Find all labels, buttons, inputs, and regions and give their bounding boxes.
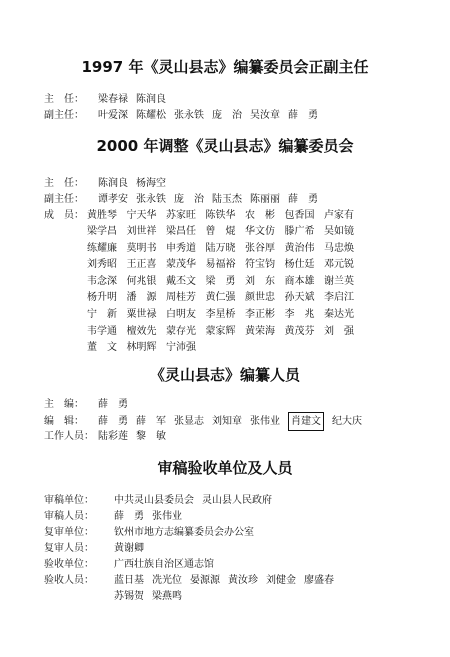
row-names bbox=[114, 572, 342, 589]
row-names bbox=[114, 492, 280, 509]
member-name: 黄荣海 bbox=[245, 325, 275, 337]
member-name: 马忠焕 bbox=[324, 242, 354, 254]
member-name: 梁昌任 bbox=[166, 226, 196, 238]
row-director bbox=[44, 91, 174, 108]
member-name: 蒙茂华 bbox=[166, 259, 196, 271]
member-name: 周桂芳 bbox=[166, 292, 196, 304]
section-title-editorial-staff: 《灵山县志》编纂人员 bbox=[149, 366, 300, 384]
members-row bbox=[87, 274, 364, 291]
person-name: 梁春禄 bbox=[98, 94, 128, 105]
row-review-unit bbox=[44, 492, 280, 509]
person-name: 廖盛春 bbox=[304, 575, 334, 586]
person-name: 黄谢卿 bbox=[114, 543, 144, 554]
row-label: 复审人员： bbox=[44, 543, 94, 554]
person-name: 刘知章 bbox=[212, 416, 242, 427]
person-name: 晏源源 bbox=[190, 575, 220, 586]
person-name: 张显志 bbox=[174, 416, 204, 427]
person-name: 张永铁 bbox=[174, 110, 204, 121]
row-label: 验收单位： bbox=[44, 559, 94, 570]
members-row bbox=[87, 340, 364, 357]
row-names bbox=[98, 91, 174, 108]
member-name: 申秀道 bbox=[166, 242, 196, 254]
person-name: 陈润良 bbox=[98, 178, 128, 189]
person-name: 陈丽丽 bbox=[250, 194, 280, 205]
members-grid bbox=[87, 208, 364, 357]
member-name: 黄胜琴 bbox=[87, 209, 117, 221]
person-name: 纪大庆 bbox=[332, 416, 362, 427]
person-name: 陆彩莲 bbox=[98, 431, 128, 442]
person-name: 陆玉杰 bbox=[212, 194, 242, 205]
members-row bbox=[87, 324, 364, 341]
section-title-1997-committee: 1997 年《灵山县志》编纂委员会正副主任 bbox=[81, 58, 369, 76]
members-row bbox=[87, 224, 364, 241]
section-title-2000-committee: 2000 年调整《灵山县志》编纂委员会 bbox=[96, 137, 354, 155]
person-name: 薛 军 bbox=[136, 416, 166, 427]
members-row bbox=[87, 257, 364, 274]
row-re-reviewers bbox=[44, 540, 152, 557]
person-name: 冼光位 bbox=[152, 575, 182, 586]
member-name: 韦念深 bbox=[87, 275, 117, 287]
member-name: 滕广希 bbox=[284, 226, 315, 238]
member-name: 韦学通 bbox=[87, 325, 117, 337]
member-name: 颜世忠 bbox=[245, 292, 275, 304]
member-name: 戴丕文 bbox=[166, 275, 196, 287]
member-name: 檀效先 bbox=[126, 325, 157, 337]
member-name: 练耀廉 bbox=[87, 242, 117, 254]
person-name: 黄汝珍 bbox=[228, 575, 258, 586]
member-name: 秦达光 bbox=[324, 309, 354, 321]
row-acceptors-continued bbox=[44, 588, 190, 605]
row-label: 验收人员： bbox=[44, 575, 94, 586]
row-names bbox=[114, 524, 262, 541]
member-name: 李 兆 bbox=[284, 309, 315, 321]
person-name: 黎 敏 bbox=[136, 431, 166, 442]
person-name: 薛 勇 bbox=[98, 399, 128, 410]
person-name: 张永铁 bbox=[136, 194, 166, 205]
member-name: 蒙家辉 bbox=[205, 325, 236, 337]
member-name: 李启江 bbox=[324, 292, 354, 304]
person-name: 庞 治 bbox=[212, 110, 242, 121]
person-name: 杨海空 bbox=[136, 178, 166, 189]
row-deputy-director bbox=[44, 107, 326, 124]
person-name: 苏锡贺 bbox=[114, 591, 144, 602]
row-label: 复审单位： bbox=[44, 527, 94, 538]
row-names bbox=[98, 191, 326, 208]
row-label: 审稿单位： bbox=[44, 495, 94, 506]
member-name: 宁天华 bbox=[126, 209, 157, 221]
members-row bbox=[87, 290, 364, 307]
person-name: 梁燕鸣 bbox=[152, 591, 182, 602]
person-name: 薛 勇 bbox=[288, 194, 318, 205]
org-name: 中共灵山县委员会 bbox=[114, 495, 194, 506]
members-row bbox=[87, 208, 364, 225]
row-label: 审稿人员： bbox=[44, 511, 94, 522]
person-name: 蓝日基 bbox=[114, 575, 144, 586]
members-row bbox=[87, 307, 364, 324]
row-label: 成 员： bbox=[44, 210, 84, 221]
member-name: 蒙存光 bbox=[166, 325, 196, 337]
person-name: 吴汝章 bbox=[250, 110, 280, 121]
row-names bbox=[98, 175, 174, 192]
member-name: 李星桥 bbox=[205, 309, 236, 321]
row-chief-editor bbox=[44, 396, 136, 413]
row-acceptance-unit bbox=[44, 556, 222, 573]
person-name: 张伟业 bbox=[152, 511, 182, 522]
row-label: 工作人员： bbox=[44, 431, 94, 442]
member-name: 白明友 bbox=[166, 309, 196, 321]
member-name: 陆万晓 bbox=[205, 242, 236, 254]
person-name: 刘健金 bbox=[266, 575, 296, 586]
person-name: 庞 治 bbox=[174, 194, 204, 205]
section-title-review-acceptance: 审稿验收单位及人员 bbox=[157, 459, 293, 477]
person-name: 薛 勇 bbox=[288, 110, 318, 121]
member-name: 吴如镜 bbox=[324, 226, 354, 238]
member-name: 符宝钧 bbox=[245, 259, 275, 271]
member-name: 谢兰英 bbox=[324, 275, 354, 287]
row-names bbox=[98, 428, 174, 445]
person-name: 陈耀松 bbox=[136, 110, 166, 121]
person-name-boxed: 肖建文 bbox=[288, 412, 324, 431]
member-name: 农 彬 bbox=[245, 209, 275, 221]
org-name: 钦州市地方志编纂委员会办公室 bbox=[114, 527, 254, 538]
row-names bbox=[114, 588, 190, 605]
member-name: 包香国 bbox=[284, 209, 315, 221]
org-name: 灵山县人民政府 bbox=[202, 495, 272, 506]
member-name: 何兆银 bbox=[126, 275, 157, 287]
org-name: 广西壮族自治区通志馆 bbox=[114, 559, 214, 570]
row-names bbox=[98, 107, 326, 124]
member-name: 宁 新 bbox=[87, 309, 117, 321]
row-names bbox=[114, 556, 222, 573]
member-name: 刘 东 bbox=[245, 275, 275, 287]
row-names bbox=[114, 508, 190, 525]
row-label: 编 辑： bbox=[44, 416, 84, 427]
person-name: 谭孝安 bbox=[98, 194, 128, 205]
member-name: 张谷厚 bbox=[245, 242, 275, 254]
person-name: 薛 勇 bbox=[98, 416, 128, 427]
member-name: 杨仕廷 bbox=[284, 259, 315, 271]
member-name: 黄仁强 bbox=[205, 292, 236, 304]
member-name: 刘世祥 bbox=[126, 226, 157, 238]
person-name: 薛 勇 bbox=[114, 511, 144, 522]
row-label: 主 任： bbox=[44, 178, 84, 189]
member-name: 林明辉 bbox=[126, 342, 157, 354]
member-name: 梁 勇 bbox=[205, 275, 236, 287]
row-names bbox=[114, 540, 152, 557]
member-name: 李正彬 bbox=[245, 309, 275, 321]
member-name: 苏家旺 bbox=[166, 209, 196, 221]
row-names bbox=[98, 396, 136, 413]
member-name: 曾 焜 bbox=[205, 226, 236, 238]
row-label: 副主任： bbox=[44, 194, 84, 205]
person-name: 陈润良 bbox=[136, 94, 166, 105]
row-staff bbox=[44, 428, 174, 445]
row-re-review-unit bbox=[44, 524, 262, 541]
member-name: 董 文 bbox=[87, 342, 117, 354]
member-name: 黄治伟 bbox=[284, 242, 315, 254]
row-director bbox=[44, 175, 174, 192]
row-acceptors bbox=[44, 572, 342, 589]
row-deputy-director bbox=[44, 191, 326, 208]
person-name: 叶爱深 bbox=[98, 110, 128, 121]
member-name: 王正喜 bbox=[126, 259, 157, 271]
row-label: 副主任： bbox=[44, 110, 84, 121]
member-name: 刘 强 bbox=[324, 325, 354, 337]
member-name: 商本雄 bbox=[284, 275, 315, 287]
row-label: 主 编： bbox=[44, 399, 84, 410]
row-label: 主 任： bbox=[44, 94, 84, 105]
member-name: 杨升明 bbox=[87, 292, 117, 304]
member-name: 刘秀昭 bbox=[87, 259, 117, 271]
member-name: 粟世禄 bbox=[126, 309, 157, 321]
member-name: 莫明书 bbox=[126, 242, 157, 254]
members-row bbox=[87, 241, 364, 258]
member-name: 华文仿 bbox=[245, 226, 275, 238]
member-name: 潘 源 bbox=[126, 292, 157, 304]
member-name: 易福裕 bbox=[205, 259, 236, 271]
person-name: 张伟业 bbox=[250, 416, 280, 427]
member-name: 宁沛强 bbox=[166, 342, 196, 354]
member-name: 陈铁华 bbox=[205, 209, 236, 221]
member-name: 梁学昌 bbox=[87, 226, 117, 238]
member-name: 邓元锐 bbox=[324, 259, 354, 271]
row-reviewers bbox=[44, 508, 190, 525]
member-name: 黄茂芬 bbox=[284, 325, 315, 337]
member-name: 孙天斌 bbox=[284, 292, 315, 304]
member-name: 卢家有 bbox=[324, 209, 354, 221]
